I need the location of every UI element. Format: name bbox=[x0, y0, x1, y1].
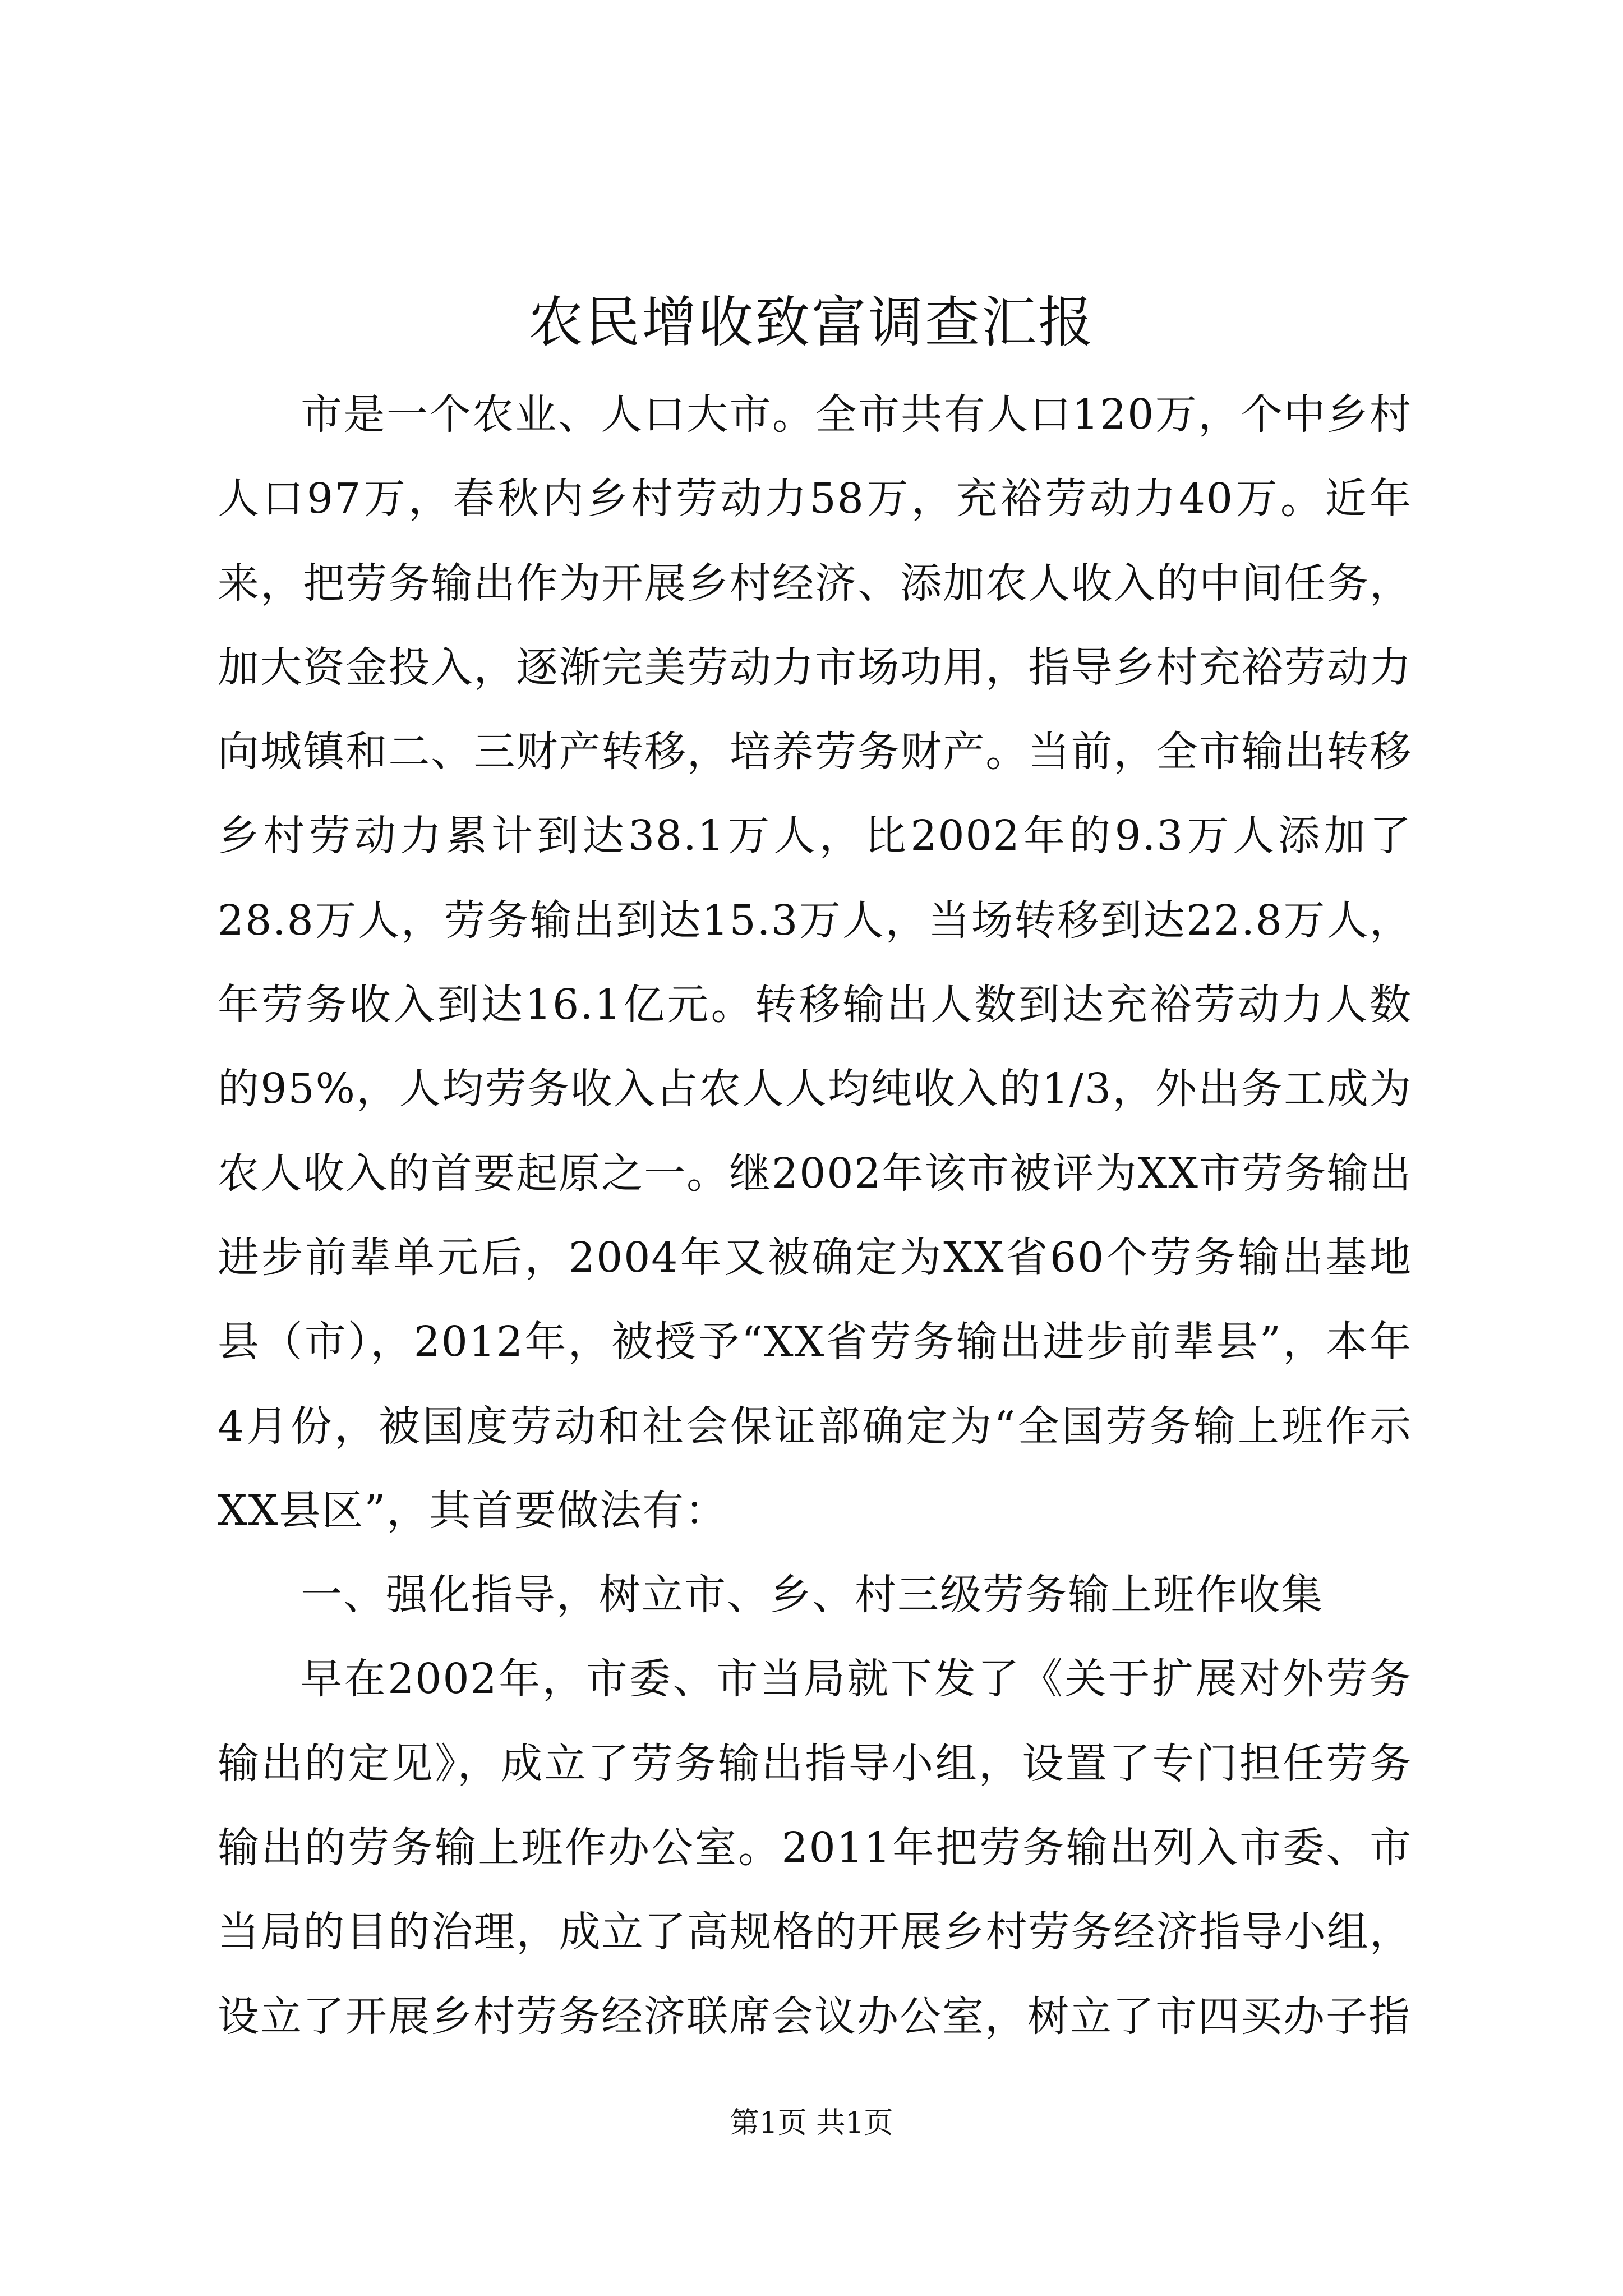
document-body bbox=[218, 372, 1412, 2059]
page-footer: 第1页 共1页 bbox=[730, 2106, 893, 2140]
section-heading-1: 一、强化指导，树立市、乡、村三级劳务输上班作收集 bbox=[301, 1571, 1324, 1619]
document-title: 农民增收致富调查汇报 bbox=[528, 291, 1095, 355]
paragraph-intro: 市是一个农业、人口大市。全市共有人口120万，个中乡村人口97万，春秋内乡村劳动力58万，充裕劳动力40万。近年来，把劳务输出作为开展乡村经济、添加农人收入的中间任务，加大资金投入，逐渐完美劳动力市场功用，指导乡村充裕劳动力向城镇和二、三财产转移，培养劳务财产。当前，全市输出转移乡村劳动力累计到达38.1万人，比2002年的9.3万人添加了28.8万人，劳务输出到达15.3万人，当场转移到达22.8万人，年劳务收入到达16.1亿元。转移输出人数到达充裕劳动力人数的95%，人均劳务收入占农人人均纯收入的1/3，外出务工成为农人收入的首要起原之一。继2002年该市被评为XX市劳务输出进步前辈单元后，2004年又被确定为XX省60个劳务输出基地县（市），2012年，被授予“XX省劳务输出进步前辈县”，本年4月份，被国度劳动和社会保证部确定为“全国劳务输上班作示XX县区”，其首要做法有： bbox=[218, 390, 1412, 1535]
paragraph-section-1: 早在2002年，市委、市当局就下发了《关于扩展对外劳务输出的定见》，成立了劳务输出指导小组，设置了专门担任劳务输出的劳务输上班作办公室。2011年把劳务输出列入市委、市当局的目的治理，成立了高规格的开展乡村劳务经济指导小组，设立了开展乡村劳务经济联席会议办公室，树立了市四买办子指 bbox=[218, 1655, 1412, 2041]
